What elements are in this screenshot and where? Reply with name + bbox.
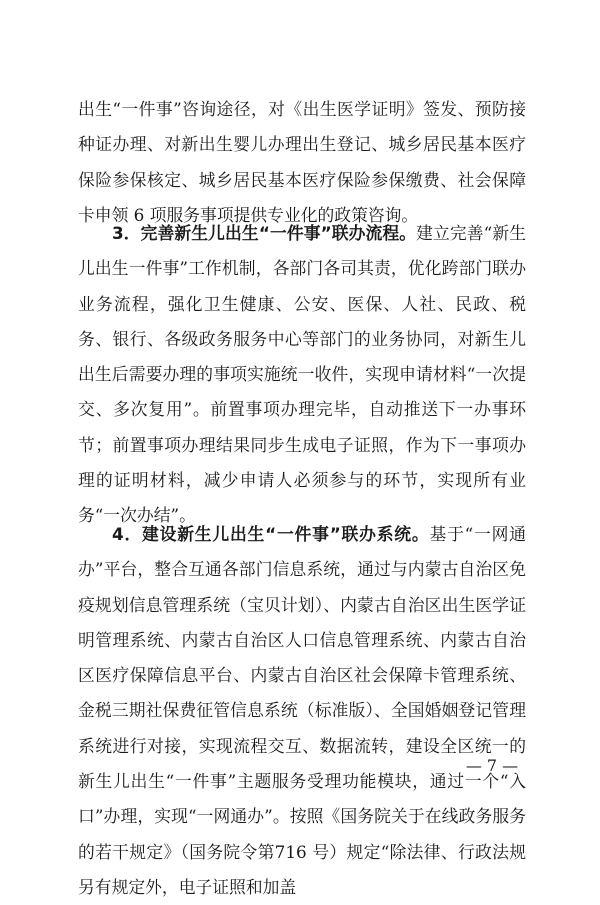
page-number: — 7 — xyxy=(465,756,519,775)
paragraph-text: 基于“一网通办”平台，整合互通各部门信息系统，通过与内蒙古自治区免疫规划信息管理系统（宝贝计划）、内蒙古自治区出生医学证明管理系统、内蒙古自治区人口信息管理系统、内蒙古自治区医疗保障信息平台、内蒙古自治区社会保障卡管理系统、金税三期社保费征管信息系统（标准版）、全国婚姻登记管理系统进行对接，实现流程交互、数据流转，建设全区统一的新生儿出生“一件事”主题服务受理功能模块，通过一个“入口”办理，实现“一网通办”。按照《国务院关于在线政务服务的若干规定》（国务院令第716 号）规定“除法律、行政法规另有规定外，电子证照和加盖 xyxy=(78,524,526,897)
paragraph-consultation xyxy=(78,92,526,233)
section-heading-4: 4．建设新生儿出生“一件事”联办系统。 xyxy=(112,524,430,544)
paragraph-workflow xyxy=(78,216,526,534)
section-heading-3: 3．完善新生儿出生“一件事”联办流程。 xyxy=(112,223,417,243)
paragraph-text: 建立完善“新生儿出生一件事”工作机制，各部门各司其责，优化跨部门联办业务流程，强化卫生健康、公安、医保、人社、民政、税务、银行、各级政务服务中心等部门的业务协同，对新生儿出生后需要办理的事项实施统一收件，实现申请材料“一次提交、多次复用”。前置事项办理完毕，自动推送下一办事环节；前置事项办理结果同步生成电子证照，作为下一事项办理的证明材料，减少申请人必须参与的环节，实现所有业务“一次办结”。 xyxy=(78,223,526,526)
paragraph-text: 出生“一件事”咨询途径，对《出生医学证明》签发、预防接种证办理、对新出生婴儿办理出生登记、城乡居民基本医疗保险参保核定、城乡居民基本医疗保险参保缴费、社会保障卡申领 6 项服务事项提供专业化的政策咨询。 xyxy=(78,99,526,225)
